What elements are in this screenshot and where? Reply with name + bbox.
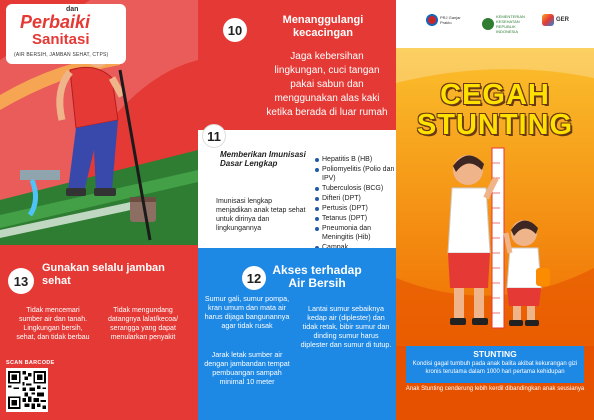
stunting-footer: Anak Stunting cenderung lebih kerdil dibandingkan anak seusianya bbox=[405, 386, 585, 392]
header-title-2: Sanitasi bbox=[32, 31, 90, 48]
stunting-title: STUNTING bbox=[473, 349, 517, 359]
item12-col1b: Jarak letak sumber air dengan jambandan tempat pembuangan sampah minimal 10 meter bbox=[204, 350, 290, 386]
item11-title: Memberikan Imunisasi Dasar Lengkap bbox=[220, 150, 306, 168]
item13-title: Gunakan selalu jamban sehat bbox=[42, 262, 165, 287]
item10-title: Menanggulangi kecacingan bbox=[282, 14, 364, 39]
logo-bar bbox=[396, 0, 594, 48]
item11-number: 11 bbox=[202, 124, 226, 148]
headline-line-1: CEGAH bbox=[440, 79, 550, 111]
ger-logo-icon bbox=[542, 14, 554, 26]
logo-ger: GER bbox=[542, 14, 569, 26]
scan-label: SCAN BARCODE bbox=[6, 360, 55, 366]
left-header bbox=[6, 4, 126, 64]
logo-prj: PRJ Ganjar Prakto bbox=[426, 14, 466, 26]
item13-col2: Tidak mengundang datangnya lalat/kecoa/ serangga yang dapat menularkan penyakit bbox=[107, 307, 179, 341]
list-item: Tuberculosis (BCG) bbox=[314, 184, 396, 193]
item10-number: 10 bbox=[223, 18, 247, 42]
logo-kemenkes: KEMENTERIAN KESEHATAN REPUBLIK INDONESIA bbox=[482, 14, 534, 34]
list-item: Pneumonia dan Meningitis (Hib) bbox=[314, 224, 396, 242]
item13-number: 13 bbox=[8, 268, 34, 294]
list-item: Difteri (DPT) bbox=[314, 194, 396, 203]
headline bbox=[396, 80, 594, 140]
left-panel bbox=[0, 0, 198, 420]
middle-panel bbox=[198, 0, 396, 420]
item12-number: 12 bbox=[242, 266, 266, 290]
list-item: Hepatitis B (HB) bbox=[314, 155, 396, 164]
item13-col1: Tidak mencemari sumber air dan tanah. Lingkungan bersih, sehat, dan tidak berbau bbox=[16, 307, 90, 341]
item10-body: Jaga kebersihan lingkungan, cuci tangan pakai sabun dan menggunakan alas kaki ketika berada di luar rumah bbox=[266, 51, 388, 118]
kemenkes-logo-icon bbox=[482, 18, 494, 30]
item11-body: Imunisasi lengkap menjadikan anak tetap sehat untuk dirinya dan lingkungannya bbox=[216, 198, 306, 232]
header-small: dan bbox=[66, 6, 79, 13]
list-item: Poliomyelitis (Polio dan IPV) bbox=[314, 165, 396, 183]
stunting-desc: Kondisi gagal tumbuh pada anak balita akibat kekurangan gizi kronis terutama dalam 1000 hari pertama kehidupan bbox=[412, 361, 578, 375]
stunting-definition-box bbox=[406, 346, 584, 383]
item12-col2: Lantai sumur sebaiknya kedap air (diplester) dan tidak retak, bibir sumur dan dinding sumur harus diplester dan sumur di tutup. bbox=[300, 304, 392, 349]
right-panel bbox=[396, 0, 594, 420]
headline-line-2: STUNTING bbox=[416, 109, 574, 141]
header-sub: (AIR BERSIH, JAMBAN SEHAT, CTPS) bbox=[14, 52, 109, 58]
qr-code-icon[interactable] bbox=[6, 368, 48, 412]
prj-logo-icon bbox=[426, 14, 438, 26]
item12-title: Akses terhadap Air Bersih bbox=[272, 263, 362, 290]
list-item: Pertusis (DPT) bbox=[314, 204, 396, 213]
header-title-1: Perbaiki bbox=[20, 12, 91, 32]
vaccine-list bbox=[314, 155, 396, 253]
item12-col1a: Sumur gali, sumur pompa, kran umum dan mata air harus dijaga bangunannya agar tidak rusak bbox=[204, 294, 290, 330]
list-item: Tetanus (DPT) bbox=[314, 214, 396, 223]
